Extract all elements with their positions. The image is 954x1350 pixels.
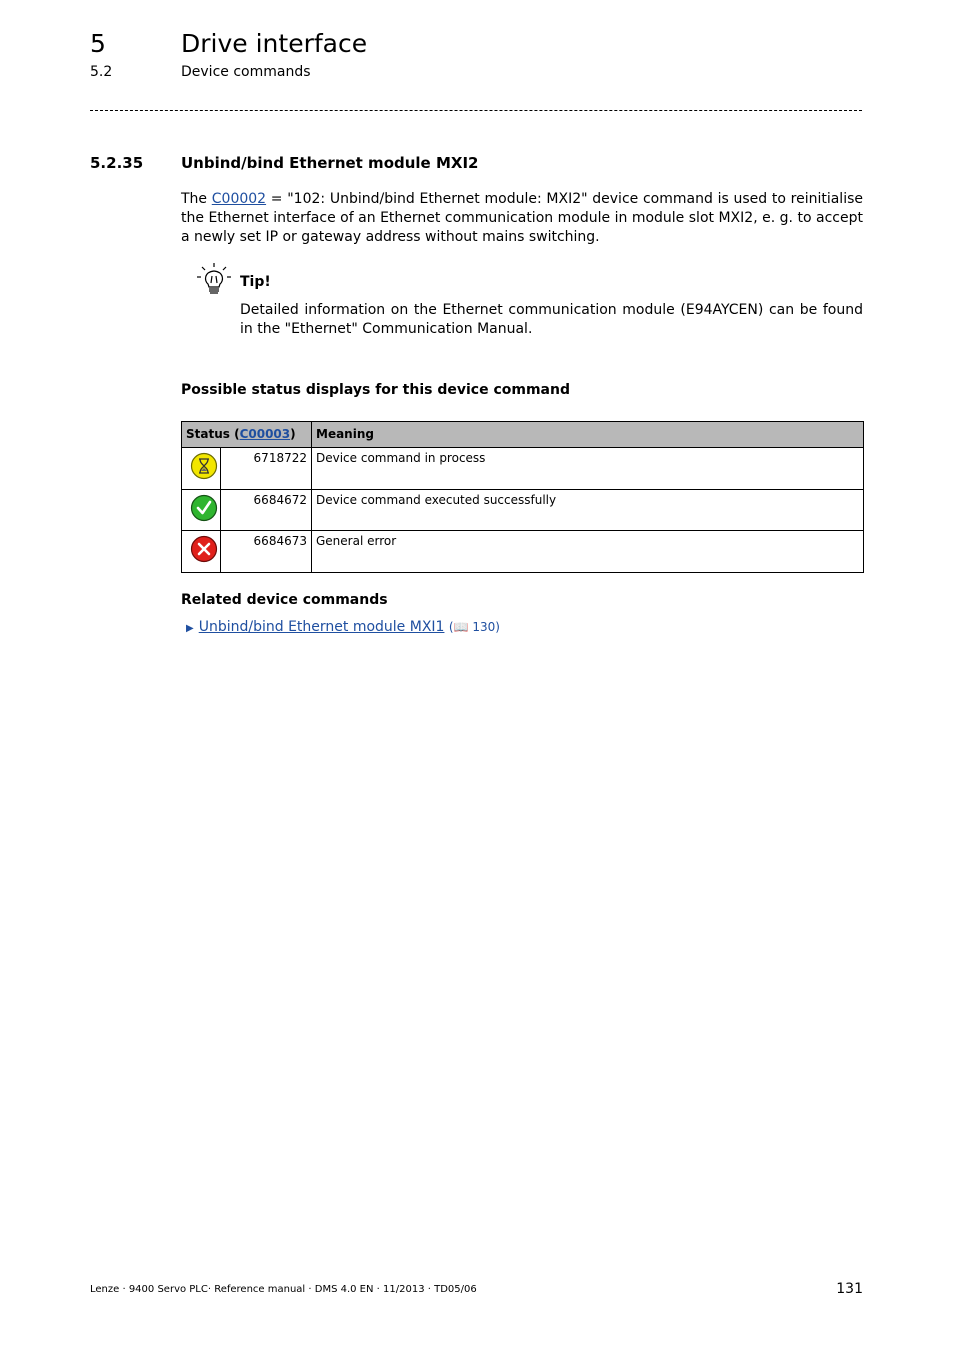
tip-text: Detailed information on the Ethernet communication module (E94AYCEN) can be found in the "Ethernet" Communication Manual. [240,302,863,337]
lightbulb-icon [196,262,232,296]
status-code: 6718722 [221,448,312,490]
table-row [182,448,864,490]
table-row [182,490,864,531]
chapter-title: Drive interface [181,29,368,58]
triangle-right-icon: ▶ [186,623,194,634]
tip-label: Tip! [240,274,271,290]
subsection-title: Unbind/bind Ethernet module MXI2 [181,154,479,172]
status-code: 6684672 [221,490,312,531]
chapter-number: 5 [90,29,106,58]
intro-prefix: The [181,191,212,207]
table-row [182,531,864,573]
subsection-number: 5.2.35 [90,154,144,172]
section-number: 5.2 [90,64,113,80]
intro-rest: = "102: Unbind/bind Ethernet module: MXI2" device command is used to reinitialise the Ethernet interface of an Ethernet communication module in module slot MXI2, e. g. to accept a newly set IP or gateway address without mains switching. [181,191,863,245]
book-icon: 📖 [453,620,469,634]
status-column-header: Status (C00003) [182,422,312,448]
list-item [186,618,500,638]
section-title: Device commands [181,64,311,80]
header-divider [90,110,862,111]
related-link-mxi1[interactable]: Unbind/bind Ethernet module MXI1 [198,619,445,635]
c00003-link[interactable]: C00003 [239,427,291,441]
intro-paragraph [181,190,863,247]
related-heading: Related device commands [181,592,388,608]
status-code: 6684673 [221,531,312,573]
status-heading: Possible status displays for this device command [181,382,570,398]
footer-text: Lenze · 9400 Servo PLC· Reference manual · DMS 4.0 EN · 11/2013 · TD05/06 [90,1284,477,1295]
meaning-column-header: Meaning [312,422,864,448]
status-meaning: Device command in process [312,448,864,490]
error-x-icon [190,535,218,563]
checkmark-icon [190,494,218,522]
hourglass-icon [190,452,218,480]
table-header-row [182,422,864,448]
page-reference[interactable]: (📖 130) [448,620,500,634]
status-meaning: Device command executed successfully [312,490,864,531]
page-number: 131 [836,1281,863,1297]
status-table [181,421,864,573]
c00002-link[interactable]: C00002 [211,191,267,207]
status-meaning: General error [312,531,864,573]
